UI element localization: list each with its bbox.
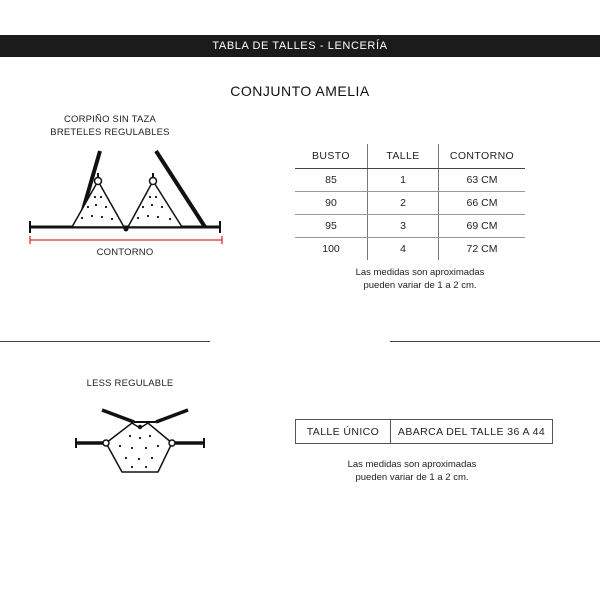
cell-contorno: 72 CM bbox=[466, 243, 498, 255]
cell-busto: 85 bbox=[295, 169, 368, 192]
right-ring bbox=[150, 178, 157, 185]
cell-busto: 95 bbox=[295, 215, 368, 238]
elastic-right bbox=[156, 410, 188, 422]
size-table-note-line2: pueden variar de 1 a 2 cm. bbox=[363, 280, 477, 291]
header-busto: BUSTO bbox=[295, 144, 368, 169]
cell-talle: 3 bbox=[368, 215, 439, 238]
table-row bbox=[295, 238, 525, 261]
table-row bbox=[295, 192, 525, 215]
size-table bbox=[295, 144, 525, 260]
header-banner: TABLA DE TALLES - LENCERÍA bbox=[0, 35, 600, 57]
single-size-box bbox=[295, 419, 553, 444]
cell-contorno: 63 CM bbox=[439, 169, 526, 192]
size-table-header bbox=[295, 144, 525, 169]
bottom-body bbox=[106, 423, 172, 472]
bottom-caption: LESS REGULABLE bbox=[86, 378, 174, 389]
left-cup bbox=[72, 181, 124, 227]
single-size-label: TALLE ÚNICO bbox=[296, 420, 391, 443]
table-row bbox=[295, 169, 525, 192]
left-ring bbox=[103, 440, 109, 446]
elastic-left bbox=[102, 410, 134, 422]
bra-caption-line2: BRETELES REGULABLES bbox=[50, 127, 170, 138]
center-bow bbox=[124, 227, 129, 232]
size-table-note bbox=[320, 266, 520, 292]
bra-caption bbox=[40, 113, 180, 139]
left-ring bbox=[95, 178, 102, 185]
bottom-illustration bbox=[60, 402, 240, 482]
bottom-bow bbox=[138, 425, 142, 429]
right-cup bbox=[128, 181, 182, 227]
bra-illustration bbox=[0, 145, 240, 255]
table-row bbox=[295, 215, 525, 238]
contour-label: CONTORNO bbox=[96, 247, 154, 258]
single-size-value: ABARCA DEL TALLE 36 A 44 bbox=[397, 425, 546, 438]
product-title: CONJUNTO AMELIA bbox=[230, 83, 370, 99]
bottom-note-line1: Las medidas son aproximadas bbox=[347, 459, 477, 470]
cell-contorno: 66 CM bbox=[439, 192, 526, 215]
bra-caption-line1: CORPIÑO SIN TAZA bbox=[63, 114, 157, 125]
cell-talle: 1 bbox=[368, 169, 439, 192]
cell-busto: 90 bbox=[295, 192, 368, 215]
cell-contorno: 69 CM bbox=[439, 215, 526, 238]
header-talle: TALLE bbox=[368, 144, 439, 169]
section-divider-right bbox=[390, 341, 600, 342]
bottom-note-line2: pueden variar de 1 a 2 cm. bbox=[355, 472, 469, 483]
cell-talle: 4 bbox=[368, 238, 439, 261]
section-divider-left bbox=[0, 341, 210, 342]
bottom-note bbox=[312, 458, 512, 484]
header-contorno: CONTORNO bbox=[439, 144, 526, 169]
size-table-note-line1: Las medidas son aproximadas bbox=[355, 267, 485, 278]
right-ring bbox=[169, 440, 175, 446]
cell-talle: 2 bbox=[368, 192, 439, 215]
cell-busto: 100 bbox=[322, 243, 340, 255]
